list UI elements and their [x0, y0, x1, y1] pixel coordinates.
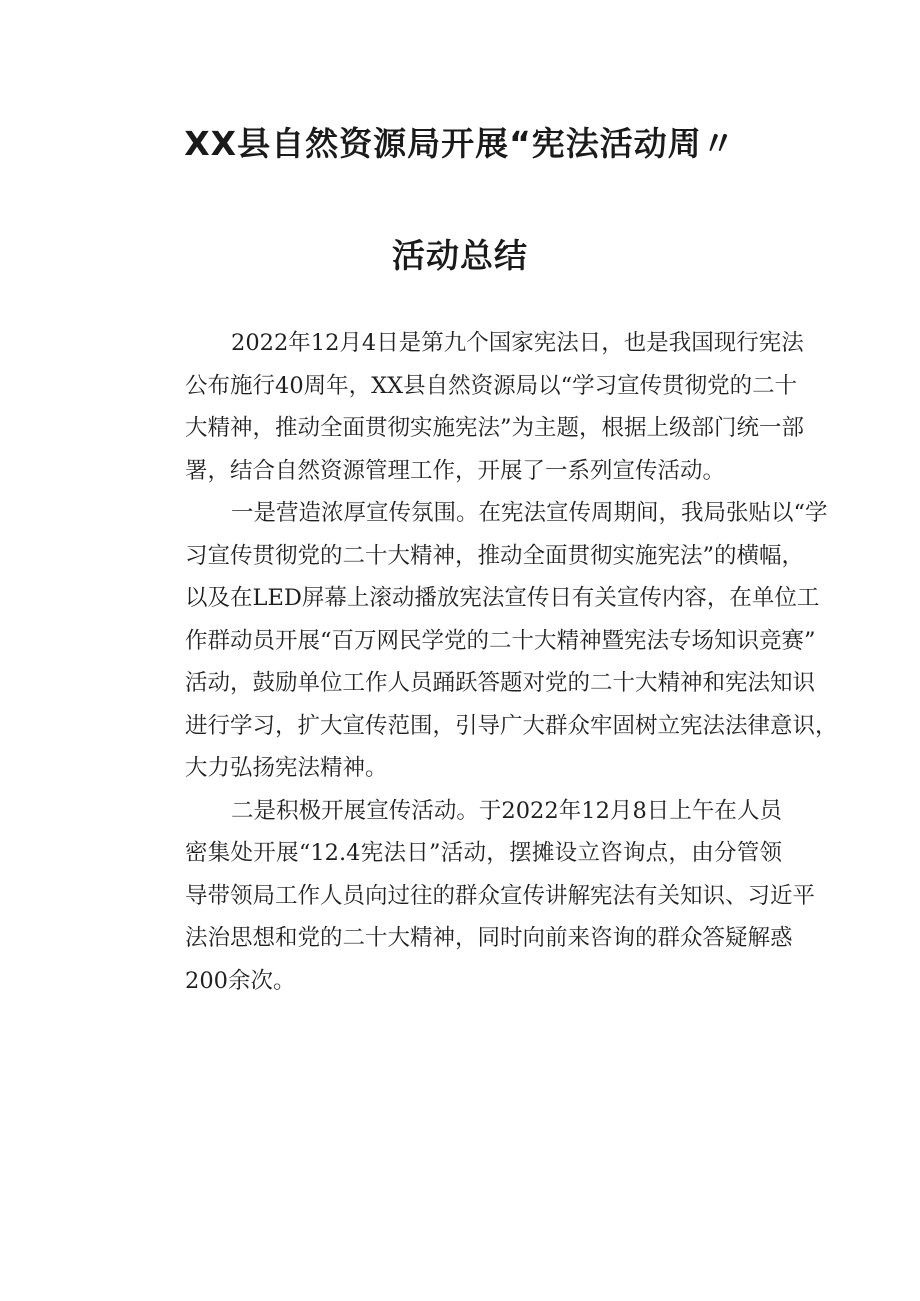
text-line: 大力弘扬宪法精神。	[185, 755, 388, 781]
paragraph-atmosphere	[140, 492, 838, 790]
paragraph-activities	[140, 790, 816, 1003]
paragraph-intro	[140, 322, 805, 492]
text-line: 200余次。	[185, 967, 296, 994]
text-line: 导带领局工作人员向过往的群众宣传讲解宪法有关知识、习近平	[185, 882, 816, 909]
text-line: 一是营造浓厚宣传氛围。在宪法宣传周期间，我局张贴以“学	[231, 500, 828, 526]
text-line: 公布施行40周年，XX县自然资源局以“学习宣传贯彻党的二十	[185, 372, 798, 399]
text-line: 署，结合自然资源管理工作，开展了一系列宣传活动。	[185, 457, 726, 484]
document-title-line-1: XX县自然资源局开展“宪法活动周〃	[184, 124, 736, 163]
text-line: 习宣传贯彻党的二十大精神，推动全面贯彻实施宪法”的横幅，	[185, 542, 805, 569]
text-line: 二是积极开展宣传活动。于2022年12月8日上午在人员	[231, 797, 782, 824]
text-line: 大精神，推动全面贯彻实施宪法”为主题，根据上级部门统一部	[185, 415, 805, 441]
text-line: 密集处开展“12.4宪法日”活动，摆摊设立咨询点，由分管领	[185, 840, 782, 866]
text-line: 进行学习，扩大宣传范围，引导广大群众牢固树立宪法法律意识，	[185, 712, 838, 739]
text-line: 法治思想和党的二十大精神，同时向前来咨询的群众答疑解惑	[185, 925, 793, 951]
document-body	[140, 322, 838, 1002]
text-line: 活动，鼓励单位工作人员踊跃答题对党的二十大精神和宪法知识	[185, 670, 816, 696]
text-line: 2022年12月4日是第九个国家宪法日，也是我国现行宪法	[231, 330, 804, 356]
document-title-line-2: 活动总结	[392, 236, 528, 275]
text-line: 以及在LED屏幕上滚动播放宪法宣传日有关宣传内容，在单位工	[185, 585, 820, 611]
text-line: 作群动员开展“百万网民学党的二十大精神暨宪法专场知识竞赛”	[185, 627, 816, 654]
